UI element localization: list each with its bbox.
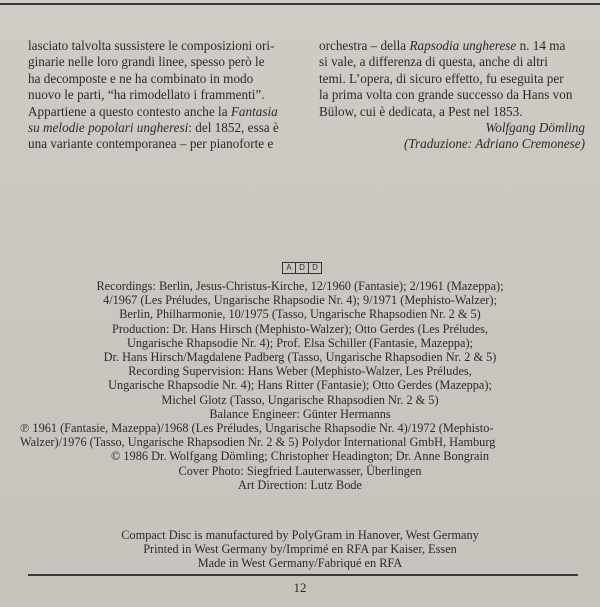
essay-line: ginarie nelle loro grandi linee, spesso però le [28,54,265,70]
manufacture-line: Printed in West Germany by/Imprimé en RFA par Kaiser, Essen [143,542,457,557]
sparc-code-letter: A [282,262,296,274]
essay-line: nuovo le parti, “ha rimodellato i frammenti”. [28,87,265,103]
essay-line: lasciato talvolta sussistere le composizioni ori- [28,38,275,53]
credit-line: Michel Glotz (Tasso, Ungarische Rhapsodien Nr. 2 & 5) [161,392,439,407]
essay-left-column [28,38,300,153]
manufacture-line: Compact Disc is manufactured by PolyGram in Hanover, West Germany [121,528,479,542]
essay-author: Wolfgang Dömling [485,120,585,136]
essay-line: una variante contemporanea – per pianoforte e [28,136,274,152]
essay-line: ha decomposte e ne ha combinato in modo [28,70,254,86]
credit-line: Production: Dr. Hans Hirsch (Mephisto-Walzer); Otto Gerdes (Les Préludes, [111,321,489,336]
essay-translator: (Traduzione: Adriano Cremonese) [404,136,585,152]
credit-line: 4/1967 (Les Préludes, Ungarische Rhapsodie Nr. 4); 9/1971 (Mephisto-Walzer); [103,293,497,308]
credit-line: Ungarische Rhapsodie Nr. 4); Prof. Elsa Schiller (Fantasie, Mazeppa); [127,335,473,350]
credit-line: Cover Photo: Siegfried Lauterwasser, Überlingen [178,463,422,478]
page-number: 12 [293,580,307,595]
credit-line: Dr. Hans Hirsch/Magdalene Padberg (Tasso, Ungarische Rhapsodien Nr. 2 & 5) [103,350,497,365]
credit-line: Balance Engineer: Günter Hermanns [209,406,391,421]
essay-line: su melodie popolari ungheresi: del 1852, essa è [28,120,279,136]
sparc-code-letter: D [308,262,322,274]
essay-line: si vale, a differenza di questa, anche di altri [319,54,548,70]
essay-line: temi. L’opera, di sicuro effetto, fu eseguita per [319,70,564,86]
essay-right-column [319,38,585,153]
sparc-code-letter: D [295,262,309,274]
credit-line: © 1986 Dr. Wolfgang Dömling; Christopher Headington; Dr. Anne Bongrain [110,449,490,464]
credit-line: Art Direction: Lutz Bode [238,477,362,492]
bottom-rule [28,574,578,576]
essay-line: Bülow, cui è dedicata, a Pest nel 1853. [319,103,523,119]
recording-credits [20,279,580,492]
manufacturing-notice [40,528,560,571]
essay-line: Appartiene a questo contesto anche la Fantasia [28,103,278,119]
manufacture-line: Made in West Germany/Fabriqué en RFA [197,556,403,571]
sparc-code-badge [283,262,322,274]
credit-line: Walzer)/1976 (Tasso, Ungarische Rhapsodien Nr. 2 & 5) Polydor International GmbH, Hamburg [20,435,496,450]
credit-line: Berlin, Philharmonie, 10/1975 (Tasso, Ungarische Rhapsodien Nr. 2 & 5) [119,307,481,322]
credit-line: Recording Supervision: Hans Weber (Mephisto-Walzer, Les Préludes, [128,364,472,379]
top-rule [0,3,600,5]
essay-line: la prima volta con grande successo da Hans von [319,87,573,103]
credit-line: Recordings: Berlin, Jesus-Christus-Kirche, 12/1960 (Fantasie); 2/1961 (Mazeppa); [96,279,504,293]
credit-line: ℗ 1961 (Fantasie, Mazeppa)/1968 (Les Préludes, Ungarische Rhapsodie Nr. 4)/1972 (Mephisto- [20,421,494,436]
essay-line: orchestra – della Rapsodia ungherese n. 14 ma [319,38,566,53]
credit-line: Ungarische Rhapsodie Nr. 4); Hans Ritter (Fantasie); Otto Gerdes (Mazeppa); [108,378,492,393]
